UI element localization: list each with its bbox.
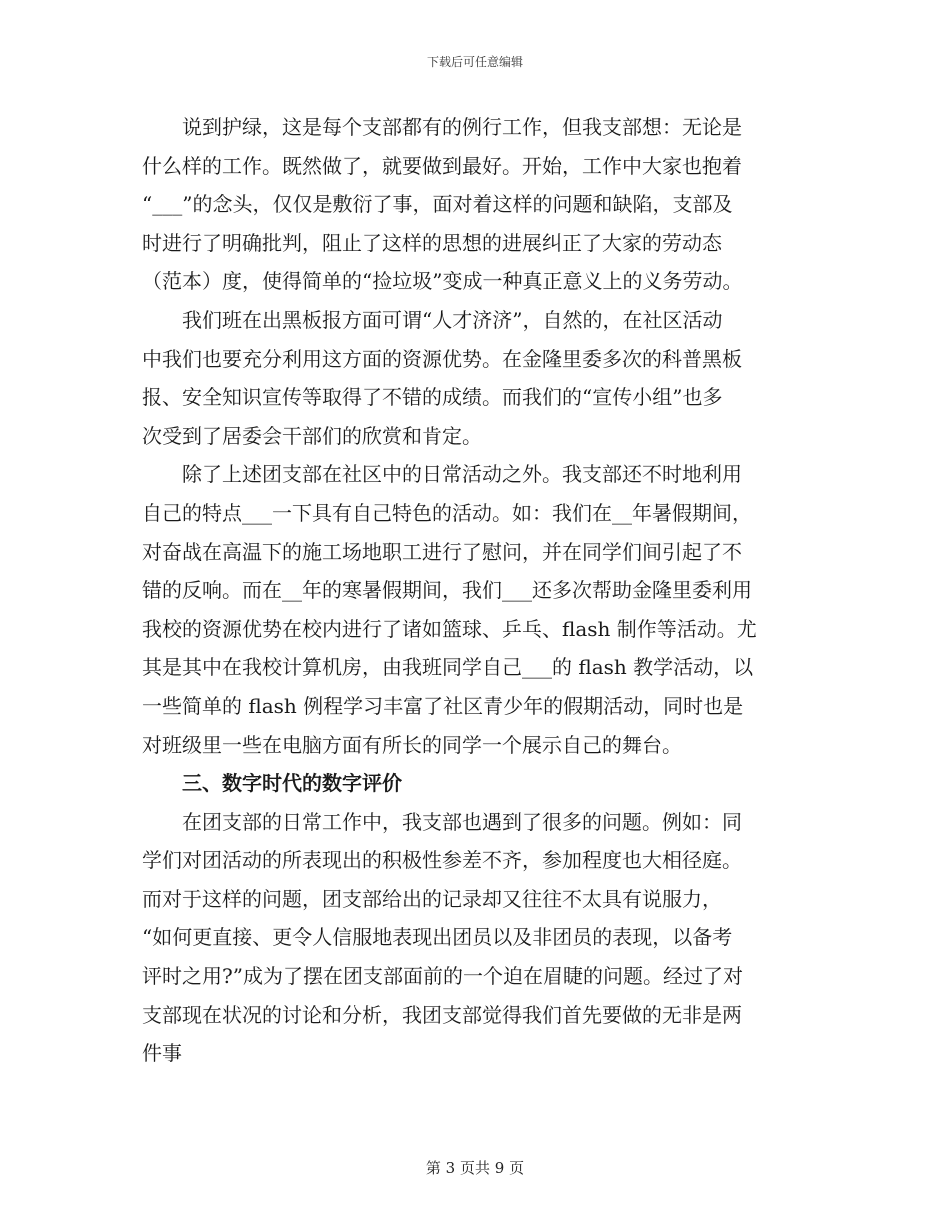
- text-line: 错的反响。而在__年的寒暑假期间，我们___还多次帮助金隆里委利用: [142, 578, 752, 603]
- text-line: 而对于这样的问题，团支部给出的记录却又往往不太具有说服力，: [142, 886, 722, 911]
- text-line: 其是其中在我校计算机房，由我班同学自己___的 flash 教学活动，以: [142, 655, 754, 680]
- text-line: 对奋战在高温下的施工场地职工进行了慰问，并在同学们间引起了不: [142, 539, 742, 564]
- text-line: “如何更直接、更令人信服地表现出团员以及非团员的表现，以备考: [142, 925, 733, 950]
- text-line: 除了上述团支部在社区中的日常活动之外。我支部还不时地利用: [142, 462, 742, 487]
- text-line: “___”的念头，仅仅是敷衍了事，面对着这样的问题和缺陷，支部及: [142, 192, 733, 217]
- text-line: 评时之用?”成为了摆在团支部面前的一个迫在眉睫的问题。经过了对: [142, 964, 743, 989]
- section-heading: 三、数字时代的数字评价: [142, 771, 402, 796]
- text-line: 学们对团活动的所表现出的积极性参差不齐，参加程度也大相径庭。: [142, 848, 742, 873]
- text-line: （范本）度，使得简单的“捡垃圾”变成一种真正意义上的义务劳动。: [142, 269, 743, 294]
- text-line: 自己的特点___一下具有自己特色的活动。如：我们在__年暑假期间，: [142, 500, 752, 525]
- text-line: 中我们也要充分利用这方面的资源优势。在金隆里委多次的科普黑板: [142, 346, 742, 371]
- text-line: 一些简单的 flash 例程学习丰富了社区青少年的假期活动，同时也是: [142, 693, 744, 718]
- page-footer: 第 3 页共 9 页: [425, 1159, 525, 1177]
- page-header: 下载后可任意编辑: [426, 55, 523, 69]
- text-line: 对班级里一些在电脑方面有所长的同学一个展示自己的舞台。: [142, 732, 682, 757]
- text-line: 时进行了明确批判，阻止了这样的思想的进展纠正了大家的劳动态: [142, 230, 722, 255]
- text-line: 报、安全知识宣传等取得了不错的成绩。而我们的“宣传小组”也多: [142, 385, 723, 410]
- text-line: 件事: [142, 1041, 182, 1066]
- text-line: 支部现在状况的讨论和分析，我团支部觉得我们首先要做的无非是两: [142, 1002, 742, 1027]
- text-line: 我校的资源优势在校内进行了诸如篮球、乒乓、flash 制作等活动。尤: [142, 616, 757, 641]
- text-line: 次受到了居委会干部们的欣赏和肯定。: [142, 423, 482, 448]
- text-line: 什么样的工作。既然做了，就要做到最好。开始，工作中大家也抱着: [142, 153, 742, 178]
- body-text: [142, 108, 807, 1073]
- text-line: 说到护绿，这是每个支部都有的例行工作，但我支部想：无论是: [142, 115, 742, 139]
- text-line: 我们班在出黑板报方面可谓“人才济济”，自然的，在社区活动: [142, 307, 723, 332]
- text-line: 在团支部的日常工作中，我支部也遇到了很多的问题。例如：同: [142, 809, 742, 834]
